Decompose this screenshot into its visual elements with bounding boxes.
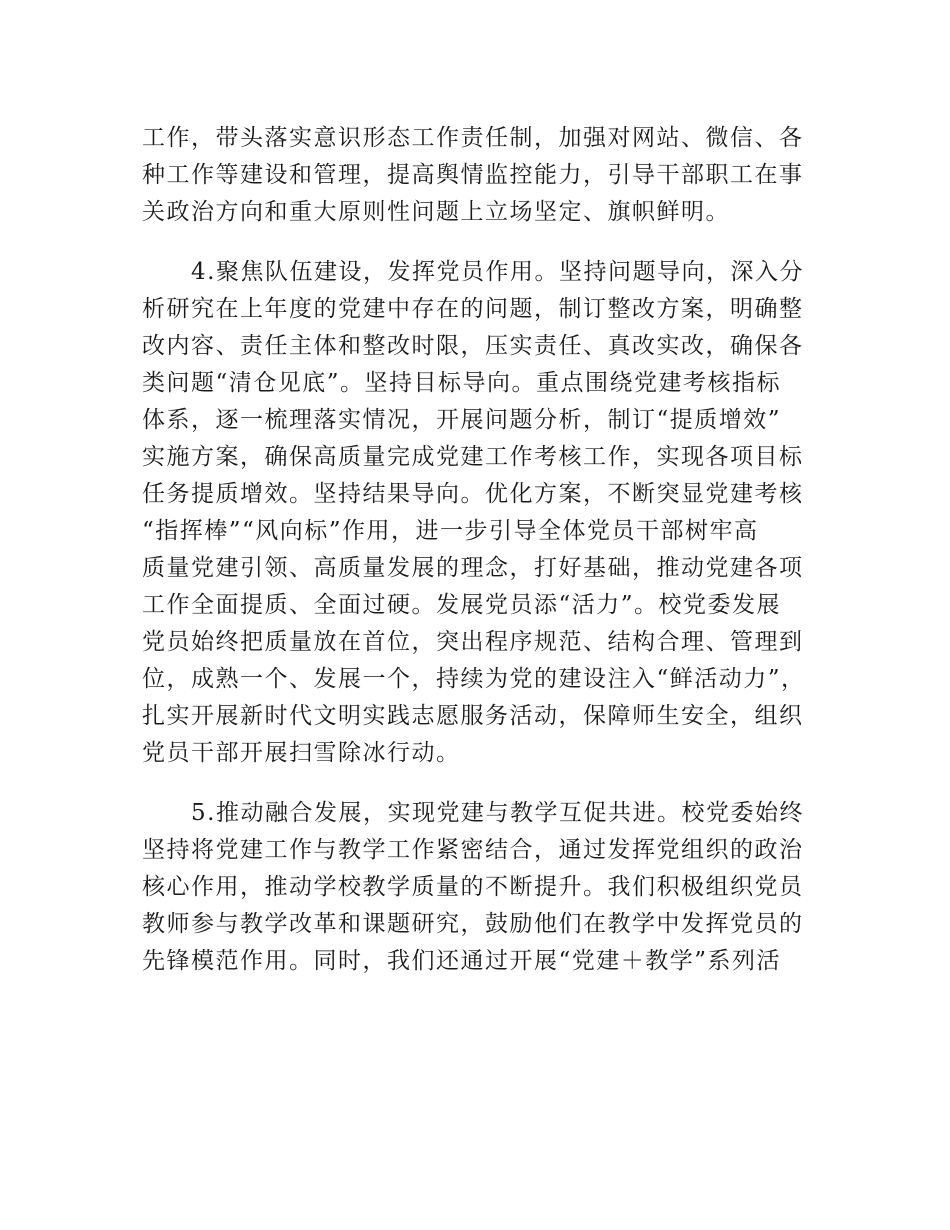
text-line: 体系，逐一梳理落实情况，开展问题分析，制订“提质增效” — [142, 407, 782, 433]
paragraph-integration — [142, 795, 822, 980]
text-line: 核心作用，推动学校教学质量的不断提升。我们积极组织党员 — [142, 874, 804, 900]
text-line: 实施方案，确保高质量完成党建工作考核工作，实现各项目标 — [142, 444, 804, 470]
document-body — [142, 120, 822, 980]
paragraph-ideology-work — [142, 120, 822, 231]
text-line: 改内容、责任主体和整改时限，压实责任、真改实改，确保各 — [142, 333, 804, 359]
text-line: 工作，带头落实意识形态工作责任制，加强对网站、微信、各 — [142, 125, 804, 151]
text-line: 坚持将党建工作与教学工作紧密结合，通过发挥党组织的政治 — [142, 837, 804, 863]
text-line: 位，成熟一个、发展一个，持续为党的建设注入“鲜活动力”， — [142, 666, 806, 692]
text-line: 5.推动融合发展，实现党建与教学互促共进。校党委始终 — [142, 800, 804, 826]
text-line: “指挥棒”“风向标”作用，进一步引导全体党员干部树牢高 — [142, 518, 759, 544]
text-line: 质量党建引领、高质量发展的理念，打好基础，推动党建各项 — [142, 555, 804, 581]
text-line: 析研究在上年度的党建中存在的问题，制订整改方案，明确整 — [142, 296, 804, 322]
text-line: 4.聚焦队伍建设，发挥党员作用。坚持问题导向，深入分 — [142, 259, 804, 285]
text-line: 扎实开展新时代文明实践志愿服务活动，保障师生安全，组织 — [142, 703, 804, 729]
paragraph-gap — [142, 231, 822, 254]
text-line: 党员始终把质量放在首位，突出程序规范、结构合理、管理到 — [142, 629, 804, 655]
text-line: 教师参与教学改革和课题研究，鼓励他们在教学中发挥党员的 — [142, 911, 804, 937]
text-line: 种工作等建设和管理，提高舆情监控能力，引导干部职工在事 — [142, 162, 804, 188]
text-line: 党员干部开展扫雪除冰行动。 — [142, 740, 461, 766]
paragraph-gap — [142, 772, 822, 795]
text-line: 类问题“清仓见底”。坚持目标导向。重点围绕党建考核指标 — [142, 370, 782, 396]
text-line: 关政治方向和重大原则性问题上立场坚定、旗帜鲜明。 — [142, 199, 730, 225]
text-line: 工作全面提质、全面过硬。发展党员添“活力”。校党委发展 — [142, 592, 782, 618]
text-line: 先锋模范作用。同时，我们还通过开展“党建＋教学”系列活 — [142, 948, 782, 974]
paragraph-team-building — [142, 254, 822, 772]
text-line: 任务提质增效。坚持结果导向。优化方案，不断突显党建考核 — [142, 481, 804, 507]
